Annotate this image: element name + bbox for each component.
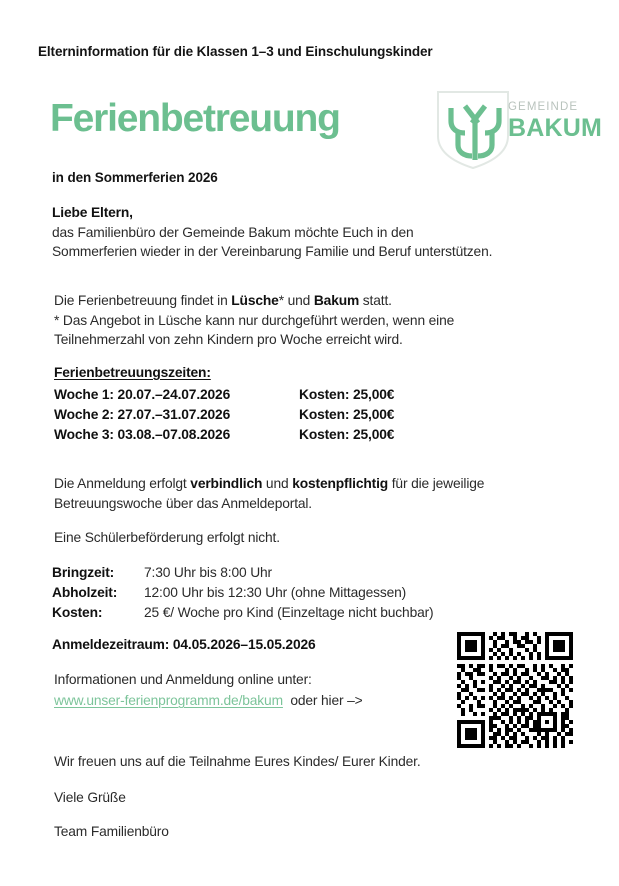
schedule-row [54, 405, 474, 425]
registration-part-3: für die jeweilige [388, 476, 485, 491]
location-luesche: Lüsche [231, 293, 279, 308]
locations-footnote-2: Teilnehmerzahl von zehn Kindern pro Woche erreicht wird. [54, 332, 403, 347]
schedule-cost: Kosten: 25,00€ [299, 406, 395, 422]
greeting-salutation: Liebe Eltern, [52, 205, 133, 220]
registration-deadline: Anmeldezeitraum: 04.05.2026–15.05.2026 [52, 637, 316, 652]
schedule-cost: Kosten: 25,00€ [299, 386, 395, 402]
details-row [52, 603, 522, 623]
closing-regards: Viele Grüße [54, 790, 126, 805]
details-label-kosten: Kosten: [52, 605, 103, 620]
registration-emphasis-kostenpflichtig: kostenpflichtig [292, 476, 389, 491]
qr-code[interactable] [457, 632, 573, 748]
transport-note: Eine Schülerbeförderung erfolgt nicht. [54, 530, 280, 545]
logo-wordmark [508, 102, 612, 141]
schedule-week: Woche 2: 27.07.–31.07.2026 [54, 406, 231, 422]
page-subtitle: in den Sommerferien 2026 [52, 170, 218, 185]
registration-block [54, 474, 584, 513]
greeting-line-1: das Familienbüro der Gemeinde Bakum möchte Euch in den [52, 224, 414, 240]
registration-part-1: Die Anmeldung erfolgt [54, 476, 191, 491]
closing-team: Team Familienbüro [54, 824, 169, 839]
details-label-bringzeit: Bringzeit: [52, 565, 115, 580]
schedule-week: Woche 3: 03.08.–07.08.2026 [54, 426, 231, 442]
details-row [52, 583, 522, 603]
logo-line-bakum: BAKUM [508, 113, 603, 142]
registration-part-2: und [262, 476, 293, 491]
online-block [54, 669, 454, 711]
schedule-week: Woche 1: 20.07.–24.07.2026 [54, 386, 231, 402]
locations-footnote-1: * Das Angebot in Lüsche kann nur durchgeführt werden, wenn eine [54, 312, 455, 328]
schedule-block [54, 363, 474, 445]
online-intro: Informationen und Anmeldung online unter: [54, 672, 312, 687]
greeting-block [52, 203, 582, 262]
plant-tree-icon [444, 100, 506, 162]
details-row [52, 563, 522, 583]
greeting-line-2: Sommerferien wieder in der Vereinbarung Familie und Beruf unterstützen. [52, 244, 493, 259]
schedule-row [54, 385, 474, 405]
location-bakum: Bakum [313, 293, 360, 308]
details-value-bringzeit: 7:30 Uhr bis 8:00 Uhr [144, 565, 272, 580]
online-suffix-text: oder hier –> [290, 693, 363, 708]
eyebrow-heading: Elterninformation für die Klassen 1–3 und Einschulungskinder [38, 44, 433, 59]
closing-line: Wir freuen uns auf die Teilnahme Eures Kindes/ Eurer Kinder. [54, 754, 421, 769]
schedule-cost: Kosten: 25,00€ [299, 426, 395, 442]
registration-portal-link[interactable]: www.unser-ferienprogramm.de/bakum [54, 693, 283, 708]
details-value-abholzeit: 12:00 Uhr bis 12:30 Uhr (ohne Mittagessen) [144, 585, 407, 600]
details-value-kosten: 25 €/ Woche pro Kind (Einzeltage nicht buchbar) [144, 605, 434, 620]
schedule-row [54, 425, 474, 445]
registration-emphasis-verbindlich: verbindlich [190, 476, 263, 491]
locations-asterisk: * [278, 293, 284, 308]
qr-code-graphic [457, 632, 573, 748]
details-block [52, 563, 522, 623]
locations-block [54, 291, 584, 350]
registration-line-2: Betreuungswoche über das Anmeldeportal. [54, 495, 312, 511]
page-title: Ferienbetreuung [50, 97, 340, 140]
locations-intro: Die Ferienbetreuung findet in [54, 293, 232, 308]
schedule-heading: Ferienbetreuungszeiten: [54, 365, 211, 380]
gemeinde-bakum-logo [430, 88, 610, 170]
details-label-abholzeit: Abholzeit: [52, 585, 118, 600]
locations-outro: statt. [359, 293, 392, 308]
logo-line-gemeinde: GEMEINDE [508, 101, 579, 113]
locations-conjunction: und [283, 293, 314, 308]
